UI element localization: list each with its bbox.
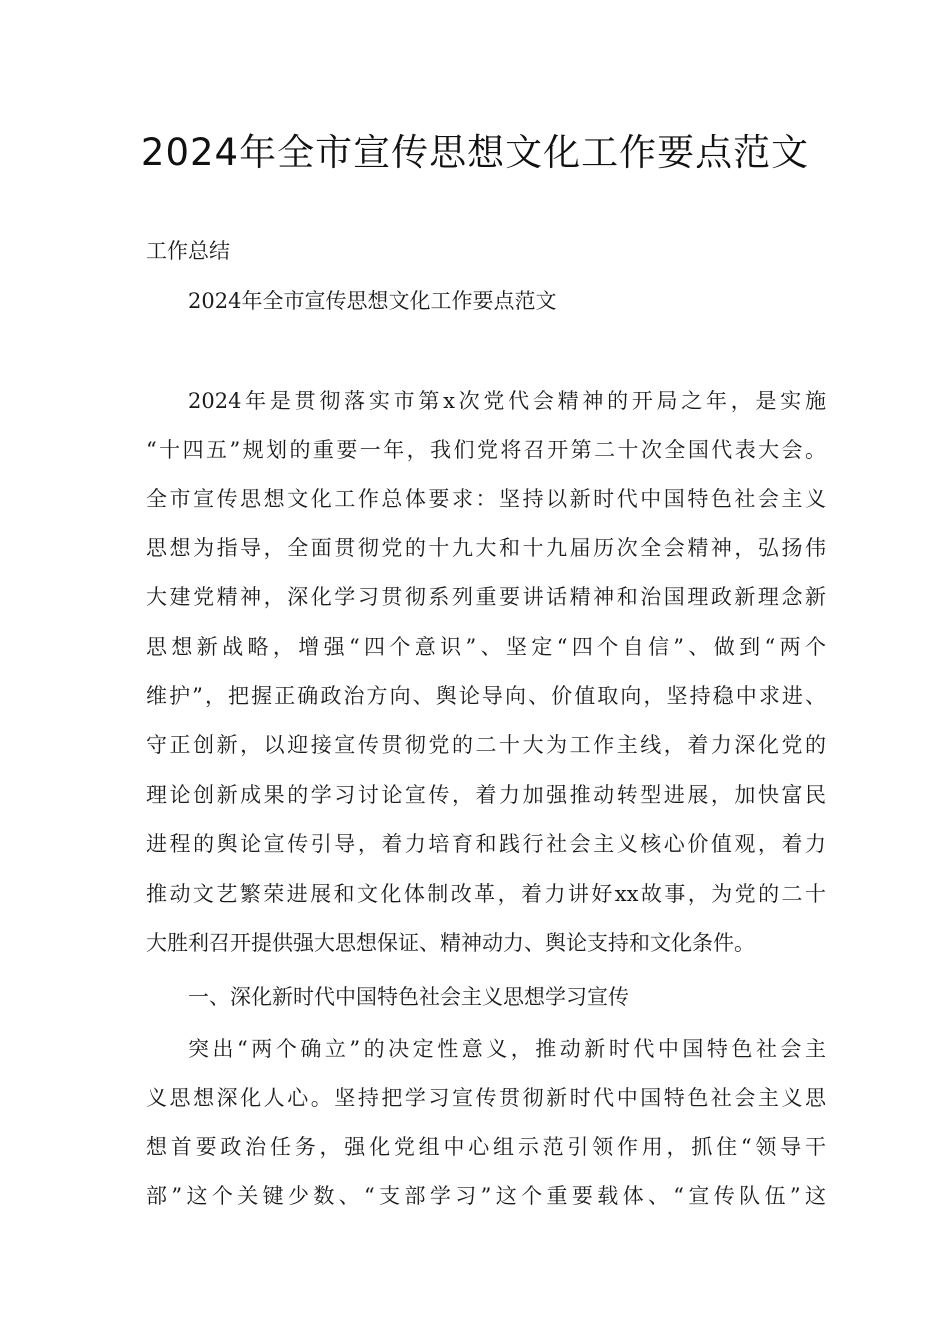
paragraph-line: 大胜利召开提供强大思想保证、精神动力、舆论支持和文化条件。: [146, 931, 755, 955]
document-title: 2024年全市宣传思想文化工作要点范文: [140, 131, 810, 174]
paragraph-line: “十四五”规划的重要一年，我们党将召开第二十次全国代表大会。: [146, 438, 826, 462]
paragraph-line: 思想为指导，全面贯彻党的十九大和十九届历次全会精神，弘扬伟: [146, 536, 826, 560]
paragraph-line: 2024年是贯彻落实市第x次党代会精神的开局之年，是实施: [188, 389, 826, 413]
paragraph-line: 想首要政治任务，强化党组中心组示范引领作用，抓住“领导干: [146, 1135, 826, 1159]
paragraph-line: 维护”，把握正确政治方向、舆论导向、价值取向，坚持稳中求进、: [146, 684, 826, 708]
paragraph-line: 全市宣传思想文化工作总体要求：坚持以新时代中国特色社会主义: [146, 487, 826, 511]
paragraph-line: 推动文艺繁荣进展和文化体制改革，着力讲好xx故事，为党的二十: [146, 882, 826, 906]
paragraph-line: 义思想深化人心。坚持把学习宣传贯彻新时代中国特色社会主义思: [146, 1086, 826, 1110]
paragraph-line: 大建党精神，深化学习贯彻系列重要讲话精神和治国理政新理念新: [146, 585, 826, 609]
document-category: 工作总结: [146, 239, 230, 263]
paragraph-line: 思想新战略，增强“四个意识”、坚定“四个自信”、做到“两个: [146, 635, 826, 659]
paragraph-line: 突出“两个确立”的决定性意义，推动新时代中国特色社会主: [188, 1037, 826, 1061]
paragraph-line: 进程的舆论宣传引导，着力培育和践行社会主义核心价值观，着力: [146, 832, 826, 856]
document-subtitle: 2024年全市宣传思想文化工作要点范文: [188, 289, 557, 313]
paragraph-line: 部”这个关键少数、“支部学习”这个重要载体、“宣传队伍”这: [146, 1184, 826, 1208]
paragraph-line: 守正创新，以迎接宣传贯彻党的二十大为工作主线，着力深化党的: [146, 733, 826, 757]
paragraph-line: 理论创新成果的学习讨论宣传，着力加强推动转型进展，加快富民: [146, 783, 826, 807]
section-heading: 一、深化新时代中国特色社会主义思想学习宣传: [188, 985, 629, 1009]
